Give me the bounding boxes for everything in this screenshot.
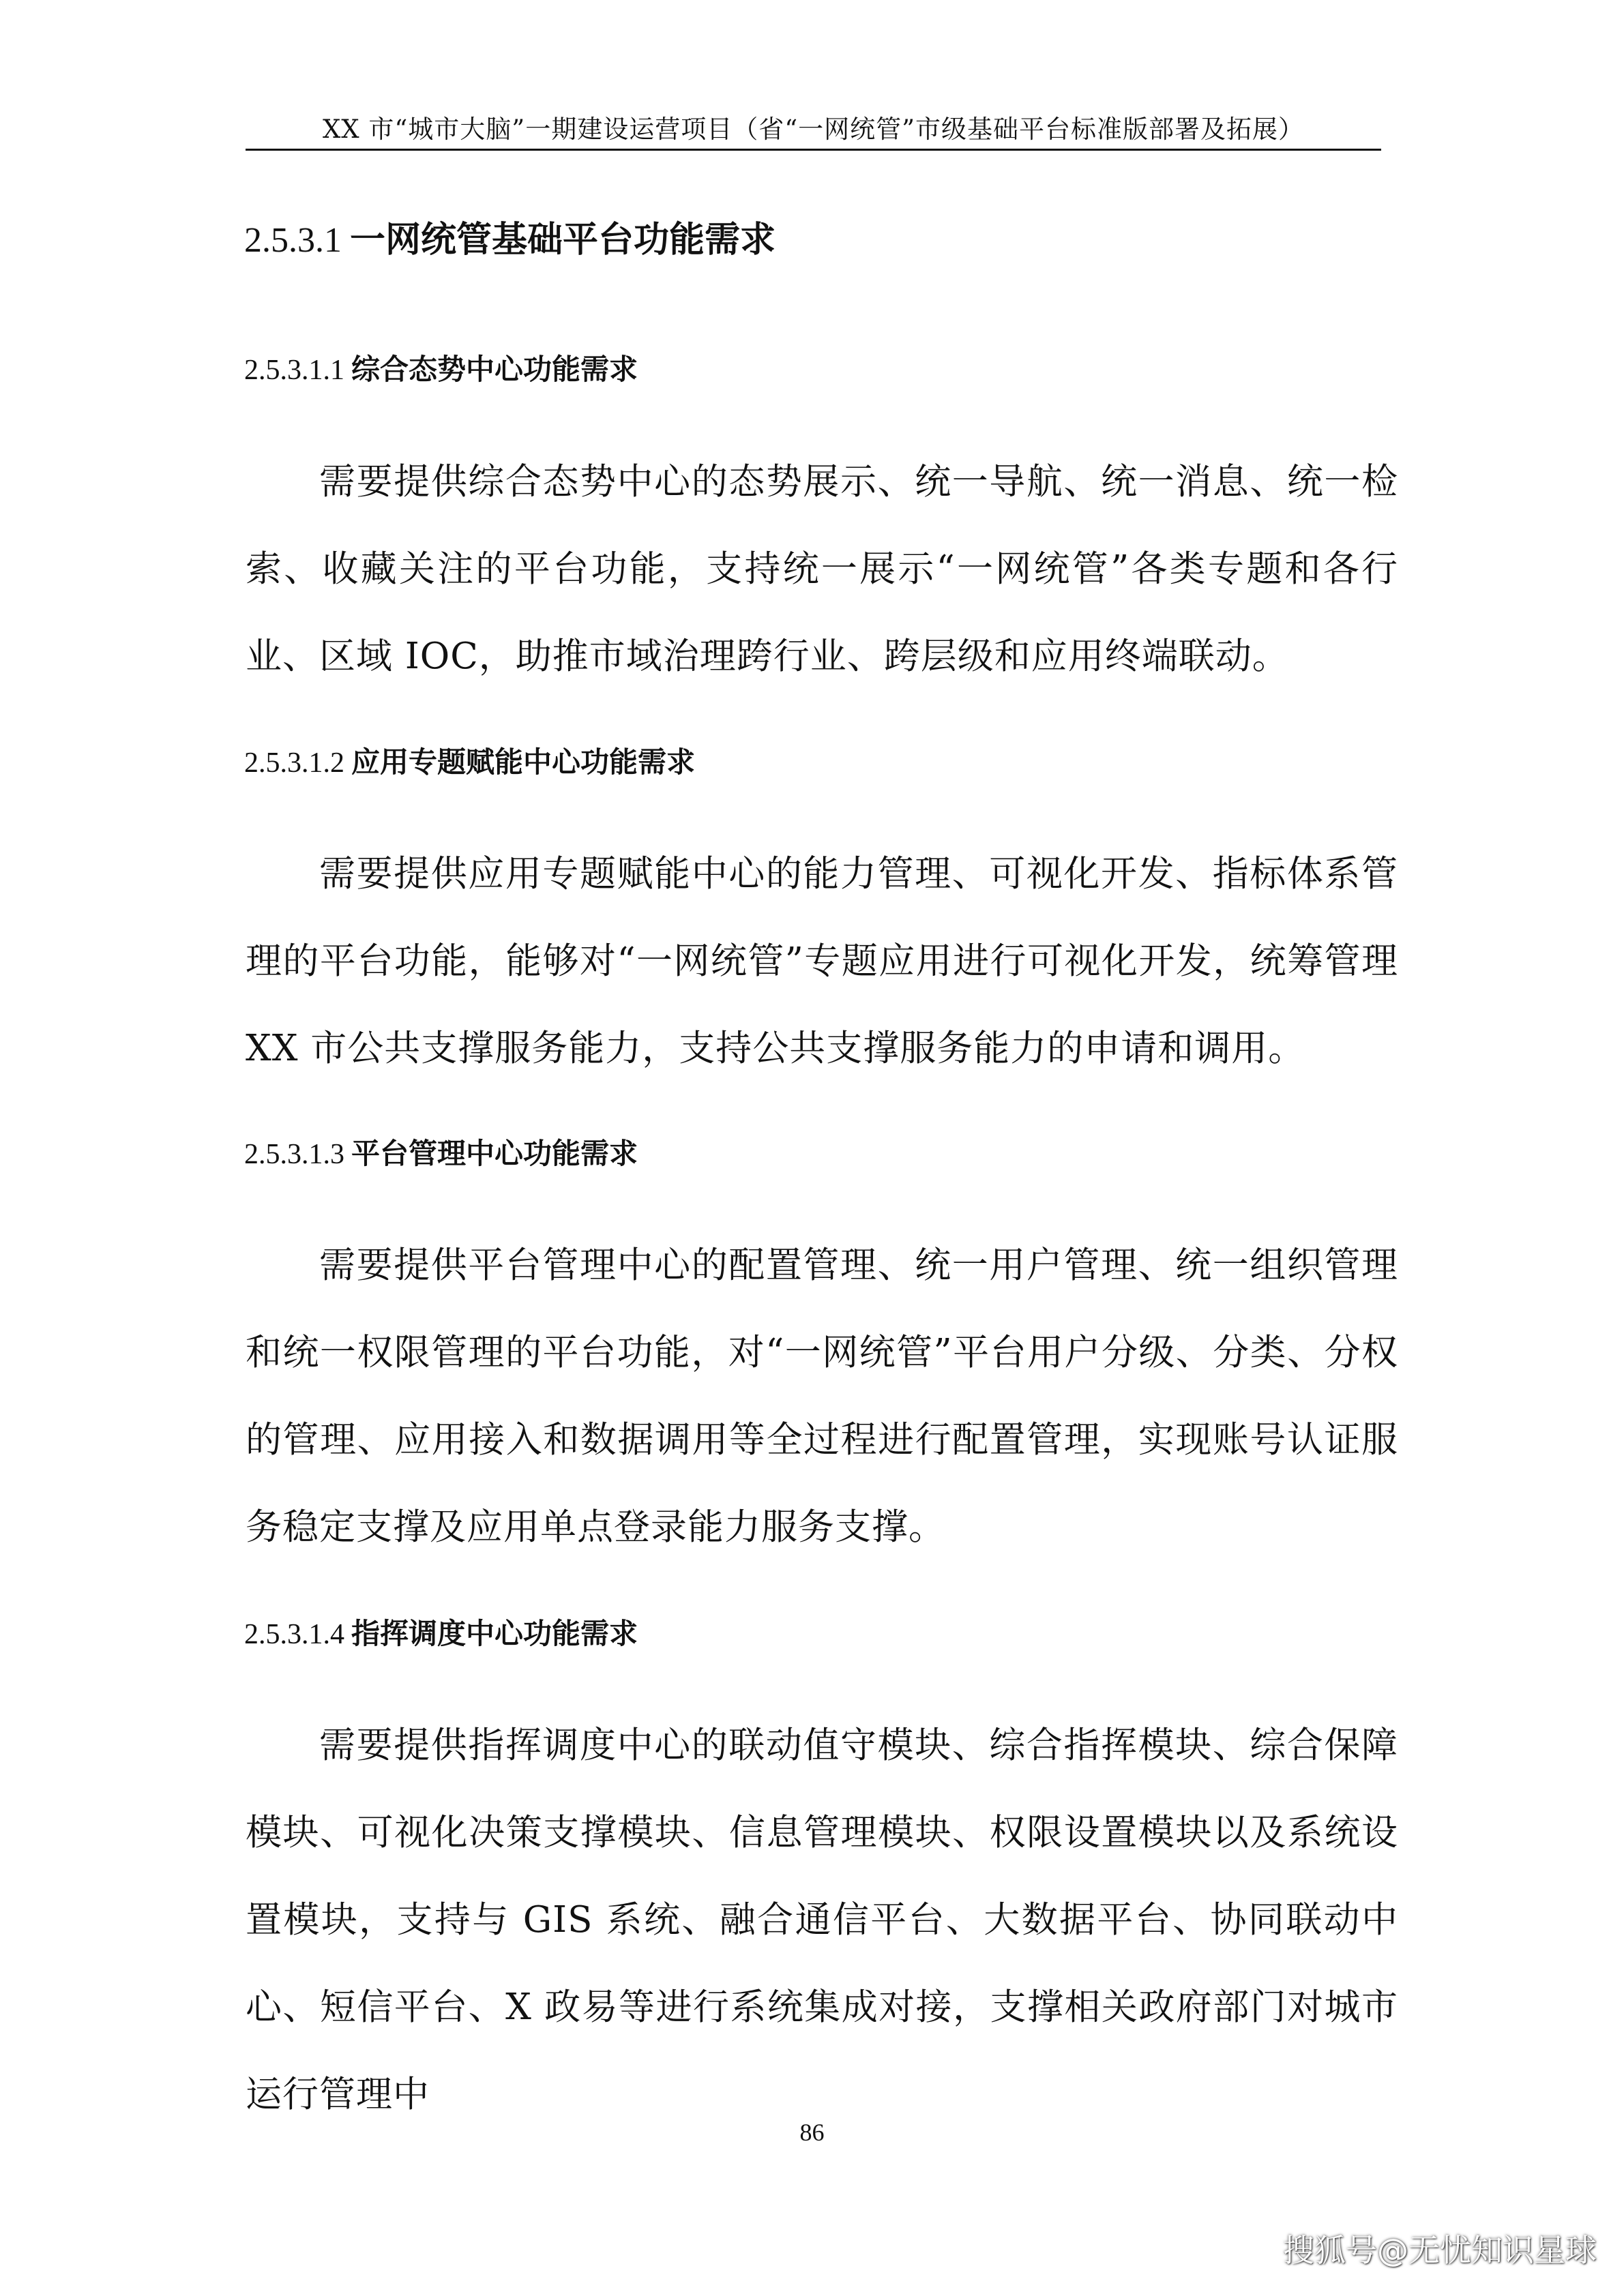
body-paragraph-4: 需要提供指挥调度中心的联动值守模块、综合指挥模块、综合保障模块、可视化决策支撑模块、信息管理模块、权限设置模块以及系统设置模块，支持与 GIS 系统、融合通信平台、大数据平台、协同联动中心、短信平台、X 政易等进行系统集成对接，支撑相关政府部门对城市运行管理中: [246, 1725, 1398, 2115]
subsection-number: 2.5.3.1.3: [244, 1139, 344, 1170]
body-paragraph-3: 需要提供平台管理中心的配置管理、统一用户管理、统一组织管理和统一权限管理的平台功能，对“一网统管”平台用户分级、分类、分权的管理、应用接入和数据调用等全过程进行配置管理，实现账号认证服务稳定支撑及应用单点登录能力服务支撑。: [246, 1244, 1398, 1548]
subsection-heading-2: [244, 742, 695, 784]
body-paragraph-1: 需要提供综合态势中心的态势展示、统一导航、统一消息、统一检索、收藏关注的平台功能，支持统一展示“一网统管”各类专题和各行业、区域 IOC，助推市域治理跨行业、跨层级和应用终端联动。: [246, 461, 1398, 677]
subsection-title-text: 综合态势中心功能需求: [351, 353, 638, 386]
page-number: 86: [799, 2119, 825, 2146]
header-rule: [246, 149, 1381, 151]
subsection-title-text: 平台管理中心功能需求: [351, 1137, 638, 1170]
subsection-number: 2.5.3.1.1: [244, 355, 344, 386]
subsection-title-text: 应用专题赋能中心功能需求: [351, 745, 696, 779]
body-paragraph-2: 需要提供应用专题赋能中心的能力管理、可视化开发、指标体系管理的平台功能，能够对“一网统管”专题应用进行可视化开发，统筹管理 XX 市公共支撑服务能力，支持公共支撑服务能力的申请和调用。: [246, 853, 1398, 1069]
running-header: XX 市“城市大脑”一期建设运营项目（省“一网统管”市级基础平台标准版部署及拓展）: [322, 115, 1305, 144]
section-heading: [244, 215, 776, 266]
subsection-heading-1: [244, 349, 638, 391]
section-number: 2.5.3.1: [244, 221, 342, 260]
subsection-heading-3: [244, 1133, 638, 1175]
subsection-heading-4: [244, 1613, 638, 1655]
watermark: 搜狐号@无忧知识星球: [1283, 2232, 1597, 2269]
subsection-number: 2.5.3.1.4: [244, 1619, 344, 1650]
section-title-text: 一网统管基础平台功能需求: [350, 220, 776, 260]
subsection-number: 2.5.3.1.2: [244, 747, 344, 779]
subsection-title-text: 指挥调度中心功能需求: [351, 1617, 638, 1650]
